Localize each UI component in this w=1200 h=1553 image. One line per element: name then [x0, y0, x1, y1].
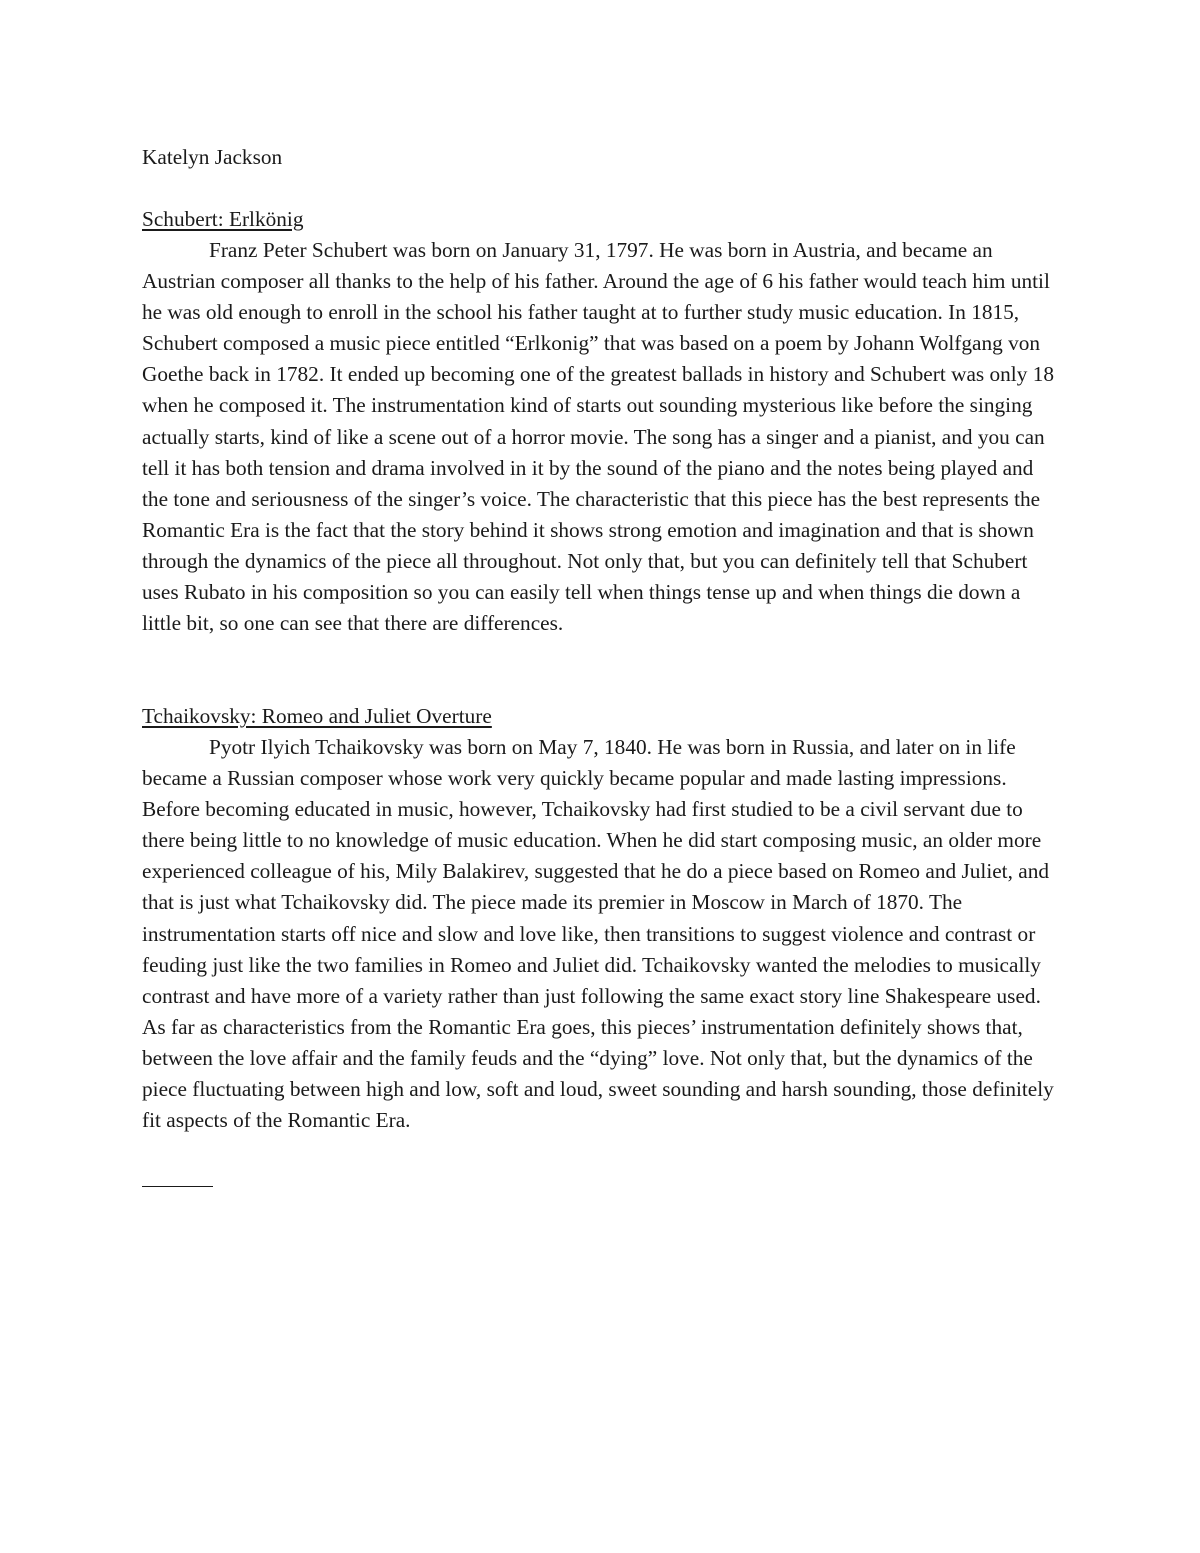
section-heading-schubert: Schubert: Erlkönig: [142, 207, 304, 231]
author-name: Katelyn Jackson: [142, 145, 283, 169]
horizontal-rule: [142, 1186, 213, 1187]
section-heading-tchaikovsky: Tchaikovsky: Romeo and Juliet Overture: [142, 704, 492, 728]
section-body-tchaikovsky: Pyotr Ilyich Tchaikovsky was born on May 7, 1840. He was born in Russia, and later on in life became a Russian composer whose work very quickly became popular and made lasting impressions. Before becoming educated in music, however, Tchaikovsky had first studied to be a civil servant due to there being little to no knowledge of music education. When he did start composing music, an older more experienced colleague of his, Mily Balakirev, suggested that he do a piece based on Romeo and Juliet, and that is just what Tchaikovsky did. The piece made its premier in Moscow in March of 1870. The instrumentation starts off nice and slow and love like, then transitions to suggest violence and contrast or feuding just like the two families in Romeo and Juliet did. Tchaikovsky wanted the melodies to musically contrast and have more of a variety rather than just following the same exact story line Shakespeare used. As far as characteristics from the Romantic Era goes, this pieces’ instrumentation definitely shows that, between the love affair and the family feuds and the “dying” love. Not only that, but the dynamics of the piece fluctuating between high and low, soft and loud, sweet sounding and harsh sounding, those definitely fit aspects of the Romantic Era.: [142, 735, 1054, 1133]
section-body-schubert: Franz Peter Schubert was born on January 31, 1797. He was born in Austria, and became an Austrian composer all thanks to the help of his father. Around the age of 6 his father would teach him until he was old enough to enroll in the school his father taught at to further study music education. In 1815, Schubert composed a music piece entitled “Erlkonig” that was based on a poem by Johann Wolfgang von Goethe back in 1782. It ended up becoming one of the greatest ballads in history and Schubert was only 18 when he composed it. The instrumentation kind of starts out sounding mysterious like before the singing actually starts, kind of like a scene out of a horror movie. The song has a singer and a pianist, and you can tell it has both tension and drama involved in it by the sound of the piano and the notes being played and the tone and seriousness of the singer’s voice. The characteristic that this piece has the best represents the Romantic Era is the fact that the story behind it shows strong emotion and imagination and that is shown through the dynamics of the piece all throughout. Not only that, but you can definitely tell that Schubert uses Rubato in his composition so you can easily tell when things tense up and when things die down a little bit, so one can see that there are differences.: [142, 238, 1054, 636]
section-tchaikovsky: [142, 701, 1062, 1136]
section-schubert: [142, 204, 1062, 639]
